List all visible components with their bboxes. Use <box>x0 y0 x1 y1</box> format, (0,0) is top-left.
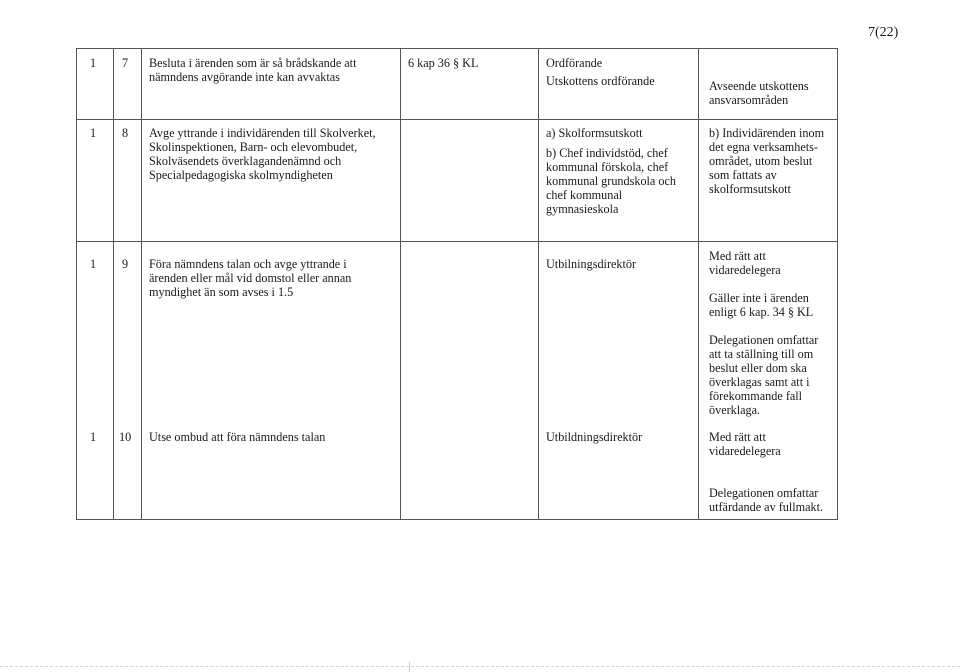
delegate-line: kommunal förskola, chef <box>546 160 669 174</box>
matter-line: Avge yttrande i individärenden till Skolverket, <box>149 126 376 140</box>
row-number: 7 <box>122 56 129 70</box>
note-line: Med rätt att <box>709 249 766 263</box>
delegate-line: a) Skolformsutskott <box>546 126 643 140</box>
matter-line: Skolinspektionen, Barn- och elevombudet, <box>149 140 358 154</box>
note-line: beslut eller dom ska <box>709 361 807 375</box>
matter-line: nämndens avgörande inte kan avvaktas <box>149 70 340 84</box>
note-line: överklaga. <box>709 403 761 417</box>
note-line: vidaredelegera <box>709 444 781 458</box>
row-level: 1 <box>90 430 97 444</box>
matter-line: Specialpedagogiska skolmyndigheten <box>149 168 333 182</box>
matter-cell <box>149 126 376 182</box>
notes-cell <box>709 79 809 107</box>
delegate-line: Utskottens ordförande <box>546 74 655 88</box>
matter-cell: Utse ombud att föra nämndens talan <box>149 430 326 444</box>
matter-line: ärenden eller mål vid domstol eller annan <box>149 271 352 285</box>
note-line: Delegationen omfattar <box>709 333 819 347</box>
notes-cell <box>709 249 818 417</box>
delegate-line: kommunal grundskola och <box>546 174 676 188</box>
note-line: förekommande fall <box>709 389 803 403</box>
note-line: ansvarsområden <box>709 93 789 107</box>
row-divider <box>77 119 837 120</box>
row-number: 9 <box>122 257 129 271</box>
note-line: att ta ställning till om <box>709 347 814 361</box>
scan-edge-line <box>0 666 960 667</box>
delegate-line: gymnasieskola <box>546 202 619 216</box>
matter-line: Skolväsendets överklagandenämnd och <box>149 154 342 168</box>
note-line: överklagas samt att i <box>709 375 810 389</box>
row-number: 10 <box>119 430 132 444</box>
row-level: 1 <box>90 56 97 70</box>
note-line: enligt 6 kap. 34 § KL <box>709 305 814 319</box>
matter-line: Besluta i ärenden som är så brådskande att <box>149 56 357 70</box>
note-line: skolformsutskott <box>709 182 791 196</box>
matter-line: Föra nämndens talan och avge yttrande i <box>149 257 347 271</box>
note-line: som fattats av <box>709 168 777 182</box>
delegation-table <box>76 48 838 520</box>
matter-line: myndighet än som avses i 1.5 <box>149 285 294 299</box>
delegate-line: Ordförande <box>546 56 603 70</box>
matter-cell <box>149 257 351 299</box>
note-line: Avseende utskottens <box>709 79 809 93</box>
notes-cell <box>709 430 823 514</box>
page-number: 7(22) <box>868 25 899 40</box>
scan-mark <box>409 662 410 672</box>
note-line: Delegationen omfattar <box>709 486 819 500</box>
matter-cell <box>149 56 356 84</box>
delegate-cell: Utbilningsdirektör <box>546 257 637 271</box>
row-number: 8 <box>122 126 129 140</box>
delegate-cell <box>546 126 676 216</box>
delegate-line: b) Chef individstöd, chef <box>546 146 668 160</box>
note-line: utfärdande av fullmakt. <box>709 500 824 514</box>
note-line: b) Individärenden inom <box>709 126 825 140</box>
note-line: området, utom beslut <box>709 154 813 168</box>
row-divider <box>77 241 837 242</box>
note-line: vidaredelegera <box>709 263 781 277</box>
note-line: Gäller inte i ärenden <box>709 291 809 305</box>
notes-cell <box>709 126 824 196</box>
law-cell: 6 kap 36 § KL <box>408 56 479 70</box>
delegate-line: chef kommunal <box>546 188 623 202</box>
delegate-cell: Utbildningsdirektör <box>546 430 643 444</box>
note-line: Med rätt att <box>709 430 766 444</box>
delegate-cell <box>546 56 655 88</box>
note-line: det egna verksamhets- <box>709 140 818 154</box>
row-level: 1 <box>90 126 97 140</box>
row-level: 1 <box>90 257 97 271</box>
